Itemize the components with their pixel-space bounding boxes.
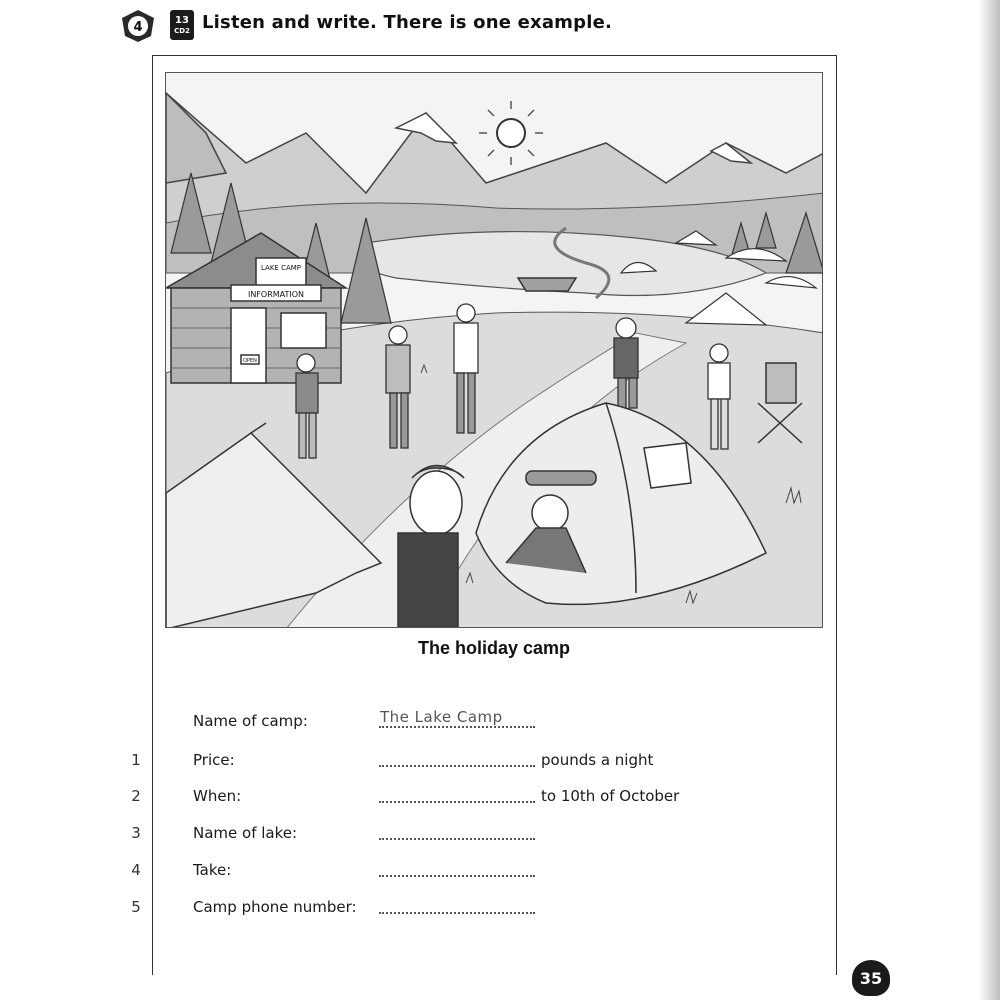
audio-track-badge[interactable] — [170, 10, 194, 40]
answer-line[interactable] — [379, 875, 535, 877]
answer-line[interactable] — [379, 801, 535, 803]
page-edge-shadow — [978, 0, 1000, 1000]
form-label: Price: — [193, 751, 235, 769]
exercise-number: 4 — [133, 20, 143, 35]
track-cd: CD2 — [174, 26, 190, 35]
item-number: 4 — [131, 861, 141, 879]
sign-open: OPEN — [243, 358, 257, 364]
exercise-number-badge — [118, 8, 158, 44]
item-number: 3 — [131, 824, 141, 842]
answer-line[interactable] — [379, 838, 535, 840]
item-number: 2 — [131, 787, 141, 805]
form-row-3 — [0, 820, 840, 848]
camp-scene-drawing — [166, 73, 823, 628]
form-row-1 — [0, 747, 840, 775]
exercise-badge-icon — [118, 8, 158, 44]
form-label: Name of lake: — [193, 824, 298, 842]
form-row-2 — [0, 783, 840, 811]
answer-line[interactable] — [379, 765, 535, 767]
exercise-instruction: Listen and write. There is one example. — [202, 12, 613, 33]
answer-line[interactable] — [379, 726, 535, 728]
camp-illustration — [165, 72, 823, 628]
track-number: 13 — [175, 14, 189, 26]
boat — [518, 278, 576, 291]
picture-title: The holiday camp — [417, 638, 571, 658]
example-answer: The Lake Camp — [380, 708, 503, 726]
form-suffix: to 10th of October — [541, 787, 680, 805]
form-row-5 — [0, 894, 840, 922]
form-row-4 — [0, 857, 840, 885]
answer-line[interactable] — [379, 912, 535, 914]
sign-information: INFORMATION — [247, 290, 305, 299]
form-label: When: — [193, 787, 242, 805]
item-number: 1 — [131, 751, 141, 769]
page-number: 35 — [852, 960, 890, 996]
form-row-example — [0, 708, 840, 736]
form-suffix: pounds a night — [541, 751, 654, 769]
form-label: Camp phone number: — [193, 898, 357, 916]
item-number: 5 — [131, 898, 141, 916]
form-label: Name of camp: — [193, 712, 308, 730]
sign-lake-camp: LAKE CAMP — [260, 264, 302, 272]
form-label: Take: — [193, 861, 232, 879]
